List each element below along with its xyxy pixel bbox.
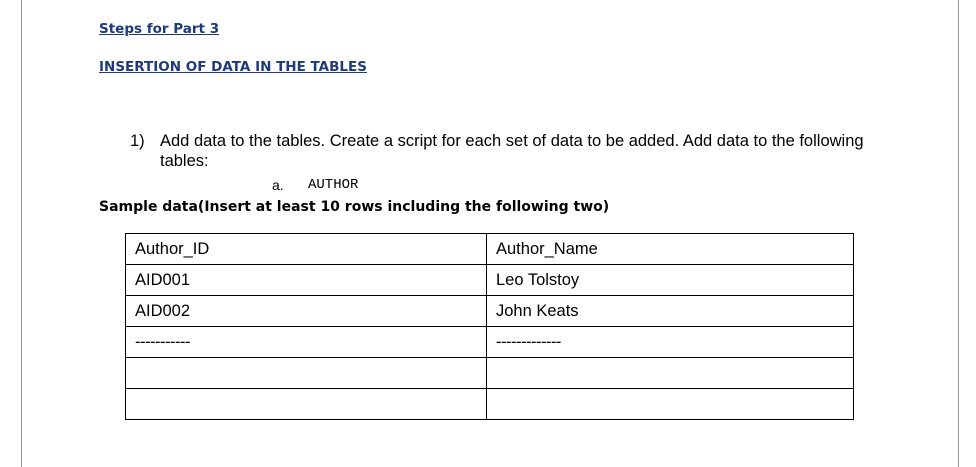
sample-data-label: Sample data(Insert at least 10 rows including the following two) bbox=[99, 199, 610, 215]
sub-item-author: AUTHOR bbox=[308, 177, 359, 193]
cell-author-name bbox=[487, 389, 854, 420]
page-border-left bbox=[21, 0, 22, 467]
insertion-heading: INSERTION OF DATA IN THE TABLES bbox=[99, 59, 367, 75]
page-border-right bbox=[958, 0, 959, 467]
header-author-id: Author_ID bbox=[126, 234, 487, 265]
steps-heading: Steps for Part 3 bbox=[99, 21, 220, 37]
header-author-name: Author_Name bbox=[487, 234, 854, 265]
table-row bbox=[126, 265, 854, 296]
table-row bbox=[126, 327, 854, 358]
table-row bbox=[126, 389, 854, 420]
cell-author-name: Leo Tolstoy bbox=[487, 265, 854, 296]
cell-author-id: ----------- bbox=[126, 327, 487, 358]
cell-author-id: AID002 bbox=[126, 296, 487, 327]
cell-author-id: AID001 bbox=[126, 265, 487, 296]
cell-author-name: ------------- bbox=[487, 327, 854, 358]
table-row bbox=[126, 296, 854, 327]
table-header-row bbox=[126, 234, 854, 265]
step-1-number: 1) bbox=[130, 132, 145, 150]
author-sample-table bbox=[125, 233, 854, 420]
sub-item-letter: a. bbox=[272, 177, 284, 193]
cell-author-name bbox=[487, 358, 854, 389]
table-row bbox=[126, 358, 854, 389]
cell-author-id bbox=[126, 358, 487, 389]
cell-author-id bbox=[126, 389, 487, 420]
step-1 bbox=[130, 131, 890, 171]
step-1-text: Add data to the tables. Create a script for each set of data to be added. Add data to the following tables: bbox=[160, 132, 864, 170]
cell-author-name: John Keats bbox=[487, 296, 854, 327]
